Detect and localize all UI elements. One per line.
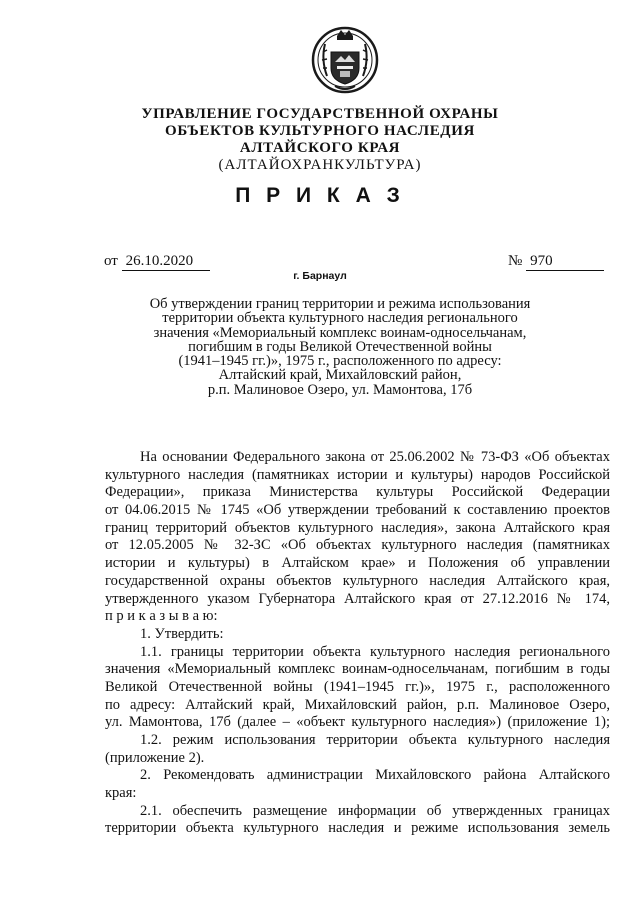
city: г. Барнаул	[293, 270, 347, 282]
subject-line: Об утверждении границ территории и режима использования	[149, 296, 531, 312]
body-line: п р и к а з ы в а ю:	[105, 608, 218, 625]
org-line-3: АЛТАЙСКОГО КРАЯ	[239, 140, 401, 156]
body-line: края:	[105, 785, 137, 802]
org-line-4: (АЛТАЙОХРАНКУЛЬТУРА)	[218, 157, 422, 173]
altai-krai-coat-of-arms-icon	[311, 22, 379, 96]
document-body	[105, 449, 610, 838]
subject-line: Алтайский край, Михайловский район,	[218, 367, 462, 384]
body-line: от 12.05.2005 № 32-ЗС «Об объектах культурного наследия (памятниках	[105, 537, 610, 554]
document-title: П Р И К А З	[235, 184, 405, 207]
body-line: На основании Федерального закона от 25.06.2002 № 73-ФЗ «Об объектах	[140, 449, 610, 465]
number-value: 970	[526, 253, 604, 271]
subject-line: значения «Мемориальный комплекс воинам-односельчанам,	[153, 324, 527, 341]
document-subject	[110, 297, 570, 397]
body-line: Федерации», приказа Министерства культуры Российской Федерации	[105, 484, 610, 501]
org-line-1: УПРАВЛЕНИЕ ГОСУДАРСТВЕННОЙ ОХРАНЫ	[141, 106, 499, 122]
date-prefix: от	[104, 253, 118, 269]
body-line: утвержденного указом Губернатора Алтайского края от 27.12.2016 № 174,	[105, 590, 610, 607]
body-line: 2. Рекомендовать администрации Михайловского района Алтайского	[140, 767, 610, 784]
body-line: ул. Мамонтова, 17б (далее – «объект культурного наследия») (приложение 1);	[105, 714, 610, 731]
document-date	[104, 253, 210, 271]
body-line: границ территорий объектов культурного наследия», закона Алтайского края	[105, 519, 610, 536]
body-line: истории и культуры) в Алтайском крае» и Положения об управлении	[105, 555, 610, 572]
document-number	[508, 253, 604, 271]
subject-line: (1941–1945 гг.)», 1975 г., расположенного по адресу:	[178, 353, 502, 370]
subject-line: р.п. Малиновое Озеро, ул. Мамонтова, 17б	[207, 381, 473, 398]
body-line: 1. Утвердить:	[140, 625, 224, 642]
org-line-2: ОБЪЕКТОВ КУЛЬТУРНОГО НАСЛЕДИЯ	[165, 123, 475, 139]
body-line: значения «Мемориальный комплекс воинам-односельчанам, погибшим в годы	[105, 661, 610, 678]
body-line: государственной охраны объектов культурного наследия Алтайского края,	[105, 572, 610, 589]
body-line: от 04.06.2015 № 1745 «Об утверждении требований к составлению проектов	[105, 502, 610, 519]
body-line: Великой Отечественной войны (1941–1945 гг.)», 1975 г., расположенного	[105, 678, 610, 695]
body-line: территории объекта культурного наследия и режиме использования земель	[105, 820, 610, 837]
body-line: (приложение 2).	[105, 749, 205, 766]
body-line: 2.1. обеспечить размещение информации об утвержденных границах	[140, 802, 610, 819]
body-line: по адресу: Алтайский край, Михайловский район, р.п. Малиновое Озеро,	[105, 696, 610, 713]
body-line: 1.1. границы территории объекта культурного наследия регионального	[140, 643, 610, 660]
date-value: 26.10.2020	[122, 253, 210, 271]
number-prefix: №	[508, 253, 523, 269]
subject-line: территории объекта культурного наследия регионального	[162, 310, 518, 327]
body-line: культурного наследия (памятниках истории и культуры) народов Российской	[105, 466, 610, 483]
subject-line: погибшим в годы Великой Отечественной войны	[188, 338, 492, 355]
body-line: 1.2. режим использования территории объекта культурного наследия	[140, 732, 610, 748]
